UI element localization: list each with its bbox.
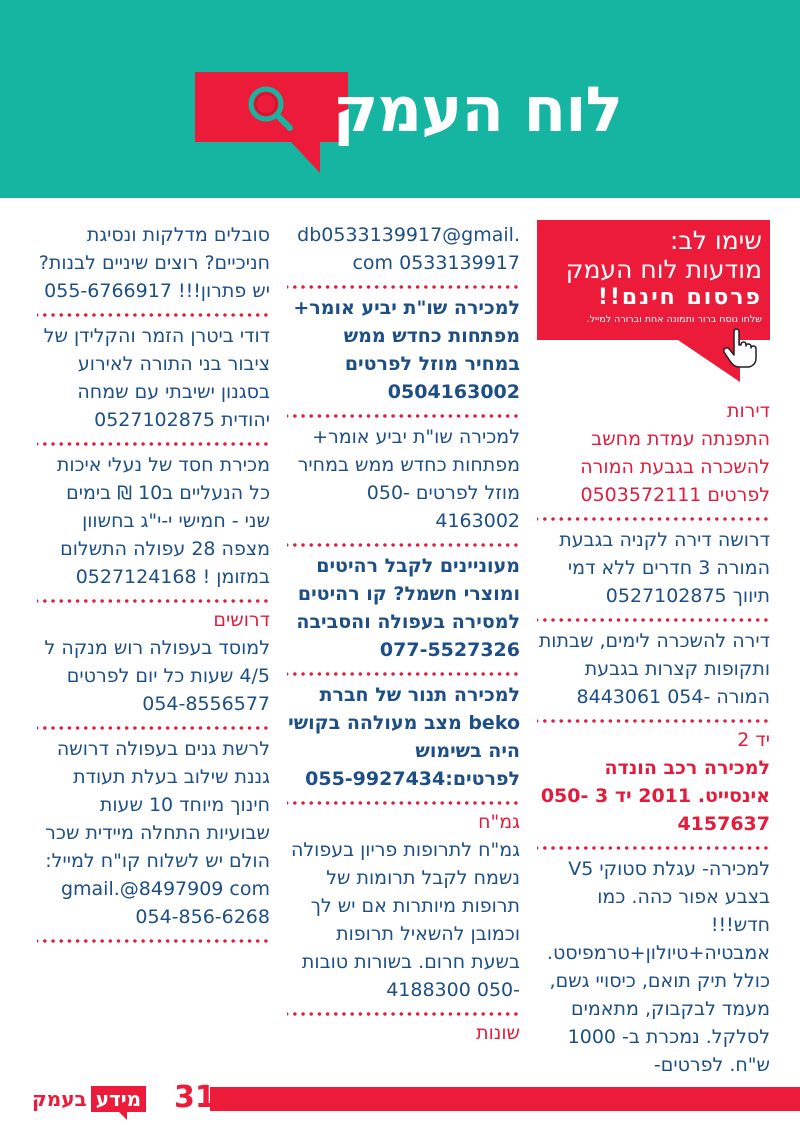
dotted-separator [537, 515, 770, 523]
page-number: 31 [174, 1080, 216, 1115]
ad-listing: סובלים מדלקות ונסיגת חניכיים? רוצים שיניים לבנות?יש פתרון!!! 055-6766917 [38, 224, 270, 302]
dotted-separator [287, 541, 520, 549]
column-middle [287, 220, 520, 1046]
classifieds-columns [35, 220, 770, 1076]
footer-logo-part1: מידע [91, 1086, 146, 1112]
section-gemach: גמ"ח [478, 811, 520, 833]
dotted-separator [287, 799, 520, 807]
footer-logo [28, 1084, 146, 1114]
ad-listing: דרושה דירה לקניה בגבעת המורה 3 חדרים ללא דמי תיווך 0527102875 [559, 529, 770, 607]
ad-listing: התפנתה עמדת מחשב להשכרה בגבעת המורה לפרטים 0503572111 [580, 428, 770, 506]
speech-bubble-tail [290, 141, 320, 173]
dotted-separator [37, 937, 270, 945]
column-right [537, 220, 770, 1082]
ad-listing: גמ"ח לתרופות פריון בעפולה נשמח לקבל תרומות של תרופות מיותרות אם יש לך וכמובן להשאיל תרופות בשעת חרום. בשורות טובות -050 4188300 [290, 839, 520, 1001]
ad-listing: לרשת גנים בעפולה דרושה גננת שילוב בעלת תעודת חינוך מיוחד 10 שעות שבועיות התחלה מיידית שכר הולם יש לשלוח קו"ח למייל: gmail.@8497909 com 054-856-6268 [45, 738, 270, 928]
column-left [37, 220, 270, 947]
ad-listing: דודי ביטרן הזמר והקלידן של ציבור בני התורה לאירוע בסגנון ישיבתי עם שמחה יהודית 0527102875 [43, 325, 270, 431]
section-wanted: דרושים [213, 609, 270, 631]
footer-logo-part2: בעמק [32, 1087, 87, 1111]
dotted-separator [37, 724, 270, 732]
ad-listing: למכירה שו"ת יביע אומר+ מפתחות כחדש ממש במחיר מוזל לפרטים 0504163002 [293, 297, 520, 403]
ad-listing: למכירה תנור של חברת beko מצב מעולהה בקושי היה בשימוש לפרטים:055-9927434 [288, 684, 520, 790]
pointing-hand-icon [722, 328, 758, 368]
page-title: לוח העמק [332, 73, 622, 146]
ad-listing: מעוניינים לקבל רהיטים ומוצרי חשמל? קו רהיטים למסירה בעפולה והסביבה 077-5527326 [296, 555, 520, 661]
phone-text: com 0533139917 [352, 252, 520, 274]
dotted-separator [287, 670, 520, 678]
dotted-separator [537, 616, 770, 624]
footer-bar [210, 1087, 800, 1111]
dotted-separator [287, 283, 520, 291]
dotted-separator [37, 597, 270, 605]
notice-subheading: מודעות לוח העמק [565, 255, 762, 284]
email-text: db0533139917@gmail. [297, 224, 520, 246]
dotted-separator [287, 412, 520, 420]
section-apartments: דירות [726, 400, 770, 422]
ad-listing: למכירה שו"ת יביע אומר+ מפתחות כחדש ממש במחיר מוזל לפרטים -050 4163002 [297, 426, 520, 532]
ad-listing: למכירה- עגלת סטוקי V5 בצבע אפור כהה. כמו חדש!!! אמבטיה+טיולון+טרמפיסט. כולל תיק תואם, כיסויי גשם, מעמד לבקבוק, מתאמים לסלקל. נמכרת ב- 1000 ש"ח. לפרטים- [546, 858, 770, 1076]
dotted-separator [537, 717, 770, 725]
notice-heading: שימו לב: [669, 226, 762, 255]
section-misc: שונות [476, 1022, 520, 1044]
section-second-hand: יד 2 [737, 729, 770, 751]
dotted-separator [537, 844, 770, 852]
page-header [0, 0, 800, 198]
ad-listing: מכירת חסד של נעלי איכות כל הנעליים ב10 ₪ בימים שני - חמישי י-י"ג בחשוון מצפה 28 עפולה התשלום במזומן ! 0527124168 [56, 454, 270, 588]
dotted-separator [37, 440, 270, 448]
ad-listing: למכירה רכב הונדה אינסייט. 2011 יד 3 050-4157637 [540, 757, 770, 835]
ad-listing: למוסד בעפולה רוש מנקה ל 4/5 שעות כל יום לפרטים 054-8556577 [44, 637, 270, 715]
magnifier-icon [240, 80, 300, 140]
notice-free-label: פרסום חינם!! [597, 285, 762, 310]
notice-instructions: שלחו נוסח ברור ותמונה אחת וברורה למייל. [586, 314, 762, 325]
free-ads-notice [537, 220, 770, 340]
dotted-separator [37, 311, 270, 319]
dotted-separator [287, 1010, 520, 1018]
ad-listing-contact [287, 220, 520, 280]
ad-listing: דירה להשכרה לימים, שבתות ותקופות קצרות בגבעת המורה -054 8443061 [538, 630, 770, 708]
